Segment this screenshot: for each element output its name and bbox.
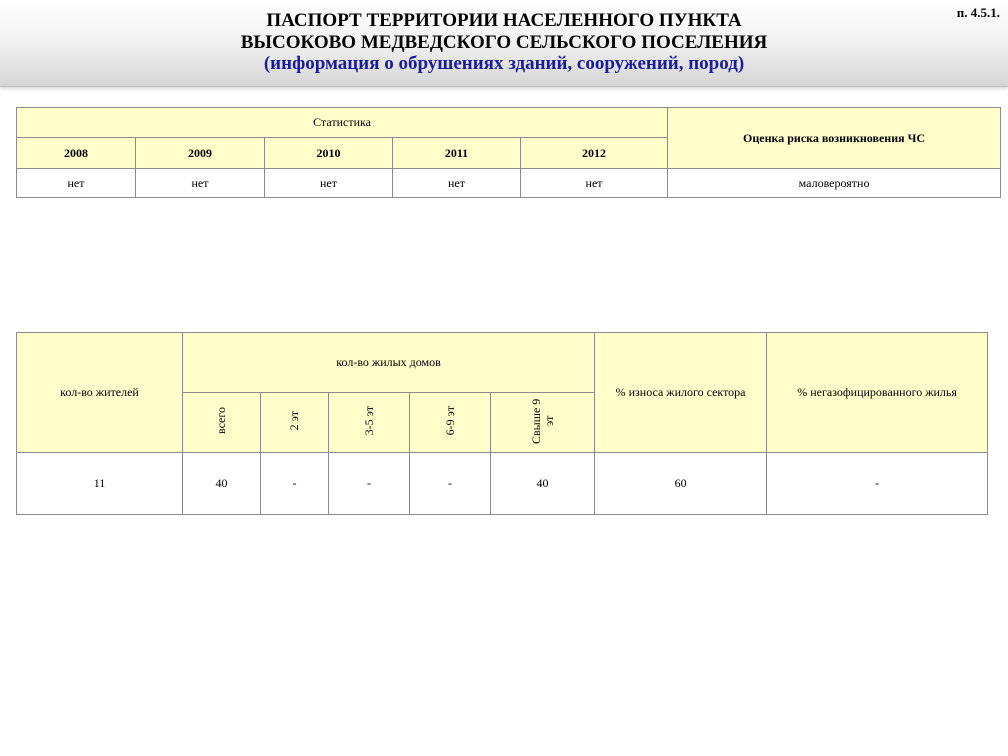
value-2008: нет — [17, 169, 136, 198]
houses-total-label: всего — [214, 406, 228, 435]
houses-2fl-header — [261, 393, 329, 453]
wear-header: % износа жилого сектора — [595, 333, 767, 453]
houses-total-value: 40 — [183, 453, 261, 515]
houses-6-9fl-label: 6-9 эт — [442, 405, 457, 436]
houses-3-5fl-label: 3-5 эт — [361, 405, 376, 436]
gas-header: % негазофицированного жилья — [767, 333, 988, 453]
houses-3-5fl-header — [329, 393, 410, 453]
housing-table — [16, 332, 988, 515]
section-code: п. 4.5.1. — [956, 5, 1000, 20]
risk-value: маловероятно — [668, 169, 1001, 198]
statistics-header: Статистика — [17, 108, 668, 138]
houses-header: кол-во жилых домов — [183, 333, 595, 393]
gas-value: - — [767, 453, 988, 515]
value-2012: нет — [521, 169, 668, 198]
houses-6-9fl-value: - — [410, 453, 491, 515]
value-2010: нет — [265, 169, 393, 198]
houses-2fl-label: 2 эт — [287, 410, 301, 431]
year-2009: 2009 — [136, 138, 265, 169]
residents-header: кол-во жителей — [17, 333, 183, 453]
houses-6-9fl-header — [410, 393, 491, 453]
residents-value: 11 — [17, 453, 183, 515]
year-2011: 2011 — [393, 138, 521, 169]
value-2009: нет — [136, 169, 265, 198]
houses-9plus-label: Свыше 9 эт — [528, 397, 556, 444]
houses-9plus-value: 40 — [491, 453, 595, 515]
year-2010: 2010 — [265, 138, 393, 169]
houses-3-5fl-value: - — [329, 453, 410, 515]
houses-2fl-value: - — [261, 453, 329, 515]
wear-value: 60 — [595, 453, 767, 515]
subtitle: (информация о обрушениях зданий, сооружений, пород) — [263, 53, 745, 74]
year-2012: 2012 — [521, 138, 668, 169]
houses-9plus-header — [491, 393, 595, 453]
year-2008: 2008 — [17, 138, 136, 169]
houses-total-header — [183, 393, 261, 453]
title-line-2: ВЫСОКОВО МЕДВЕДСКОГО СЕЛЬСКОГО ПОСЕЛЕНИЯ — [240, 32, 768, 53]
risk-header: Оценка риска возникновения ЧС — [668, 108, 1001, 169]
statistics-table — [16, 107, 1001, 198]
title-line-1: ПАСПОРТ ТЕРРИТОРИИ НАСЕЛЕННОГО ПУНКТА — [266, 10, 742, 31]
value-2011: нет — [393, 169, 521, 198]
page-header — [0, 0, 1008, 87]
